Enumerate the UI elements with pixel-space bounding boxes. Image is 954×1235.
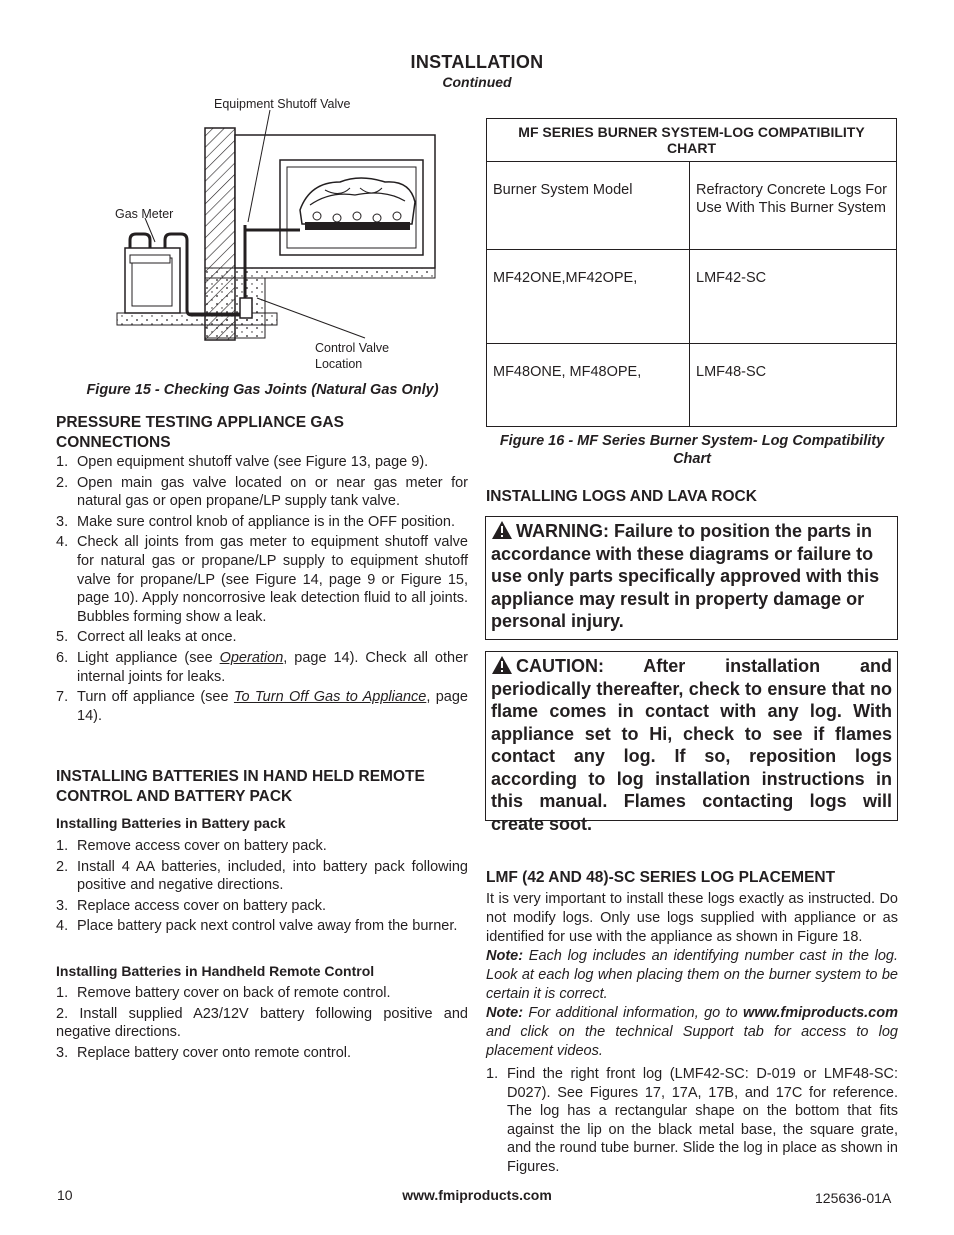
list-item: 4. Place battery pack next control valve away from the burner. [56, 918, 458, 935]
caution-text: CAUTION: After installation and periodically thereafter, check to ensure that no flame comes in contact with any log. With appliance set to Hi, check to see if flames contact any log. If so, reposition logs according to log installation instructions in this manual. Flames contacting logs will create soot. [491, 656, 892, 834]
turn-off-gas-link[interactable]: To Turn Off Gas to Appliance [233, 689, 427, 706]
label-control-valve: Control Valve [315, 341, 390, 355]
figure-16-caption: Figure 16 - MF Series Burner System- Log Compatibility Chart [499, 433, 885, 467]
remote-list [56, 984, 468, 1064]
list-item: 1. Remove access cover on battery pack. [56, 838, 327, 854]
list-item: 2. Open main gas valve located on or near gas meter for natural gas or open propane/LP supply tank valve. [56, 474, 468, 510]
table-header-logs: Refractory Concrete Logs For Use With This Burner System [690, 162, 897, 250]
placement-body [486, 890, 898, 1061]
label-shutoff-valve: Equipment Shutoff Valve [214, 97, 351, 111]
list-item: 4. Check all joints from gas meter to equipment shutoff valve for natural gas or propane/LP supply to equipment shutoff valve for propane/LP (see Figure 14, page 9 or Figure 15, page 10). Apply noncorrosive leak detection fluid to all joints. Bubbles forming show a leak. [56, 534, 468, 625]
website-link[interactable]: www.fmiproducts.com [743, 1005, 898, 1021]
note-log-id: Note: Each log includes an identifying number cast in the log. Look at each log when placing them on the burner system to be certain it is correct. [486, 948, 898, 1002]
caution-box [485, 651, 898, 834]
table-row [487, 344, 897, 427]
footer-url[interactable]: www.fmiproducts.com [402, 1187, 552, 1203]
operation-link[interactable]: Operation [219, 649, 284, 666]
label-control-location: Location [315, 357, 363, 371]
list-item: 2. Install 4 AA batteries, included, into battery pack following positive and negative directions. [56, 858, 468, 894]
table-title: MF SERIES BURNER SYSTEM-LOG COMPATIBILITY CHART [487, 119, 897, 162]
list-item: 1. Find the right front log (LMF42-SC: D-019 or LMF48-SC: D027). See Figures 17, 17A, 17B, and 17C for reference. The log has a rectangular shape on the bottom that fits against the lip on the black metal base, the square grate, and the round tube burner. Slide the log in place as shown in Figures. [486, 1066, 898, 1175]
table-cell: LMF48-SC [690, 344, 897, 427]
table-cell: LMF42-SC [690, 250, 897, 344]
table-cell: MF48ONE, MF48OPE, [487, 344, 690, 427]
warning-box [485, 516, 898, 640]
note-website: Note: For additional information, go to www.fmiproducts.com and click on the technical Support tab for access to log placement videos. [486, 1005, 898, 1059]
warning-icon [491, 520, 513, 540]
list-item: 1. Open equipment shutoff valve (see Figure 13, page 9). [56, 454, 429, 470]
list-item: 1. Remove battery cover on back of remote control. [56, 985, 391, 1001]
pressure-heading: PRESSURE TESTING APPLIANCE GAS CONNECTIONS [56, 414, 344, 451]
gas-joints-diagram [95, 110, 455, 345]
compatibility-table [486, 118, 897, 427]
table-cell: MF42ONE,MF42OPE, [487, 250, 690, 344]
list-item: 7. Turn off appliance (see To Turn Off Gas to Appliance, page 14). [56, 689, 468, 724]
page-subtitle: Continued [442, 74, 512, 90]
table-header-model: Burner System Model [487, 162, 690, 250]
page-title: INSTALLATION [410, 52, 544, 72]
batteries-heading: INSTALLING BATTERIES IN HAND HELD REMOTE CONTROL AND BATTERY PACK [56, 768, 425, 805]
list-item: 5. Correct all leaks at once. [56, 629, 237, 646]
list-item: 3. Replace battery cover onto remote control. [56, 1044, 352, 1061]
label-gas-meter: Gas Meter [115, 207, 174, 221]
placement-list [486, 1065, 898, 1179]
list-item: 6. Light appliance (see Operation, page 14). Check all other internal joints for leaks. [56, 649, 468, 685]
page-number: 10 [57, 1187, 73, 1203]
list-item: 3. Make sure control knob of appliance is in the OFF position. [56, 513, 455, 530]
warning-text: WARNING: Failure to position the parts in accordance with these diagrams or failure to use only parts specifically approved with this appliance may result in property damage or personal injury. [491, 521, 880, 631]
list-item: 3. Replace access cover on battery pack. [56, 897, 327, 914]
figure-15-caption: Figure 15 - Checking Gas Joints (Natural Gas Only) [86, 382, 439, 398]
placement-intro: It is very important to install these logs exactly as instructed. Do not modify logs. Only use logs supplied with appliance or as identified for use with the appliance as shown in Figure 18. [486, 891, 898, 945]
table-row [487, 250, 897, 344]
document-number: 125636-01A [815, 1190, 892, 1206]
list-item: 2. Install supplied A23/12V battery following positive and negative directions. [56, 1005, 468, 1041]
caution-icon [491, 655, 513, 675]
pressure-list [56, 453, 468, 727]
battery-pack-list [56, 837, 468, 938]
remote-subheading: Installing Batteries in Handheld Remote Control [56, 963, 375, 979]
battery-pack-subheading: Installing Batteries in Battery pack [56, 815, 286, 831]
placement-heading: LMF (42 AND 48)-SC SERIES LOG PLACEMENT [486, 869, 836, 886]
logs-heading: INSTALLING LOGS AND LAVA ROCK [486, 488, 757, 505]
